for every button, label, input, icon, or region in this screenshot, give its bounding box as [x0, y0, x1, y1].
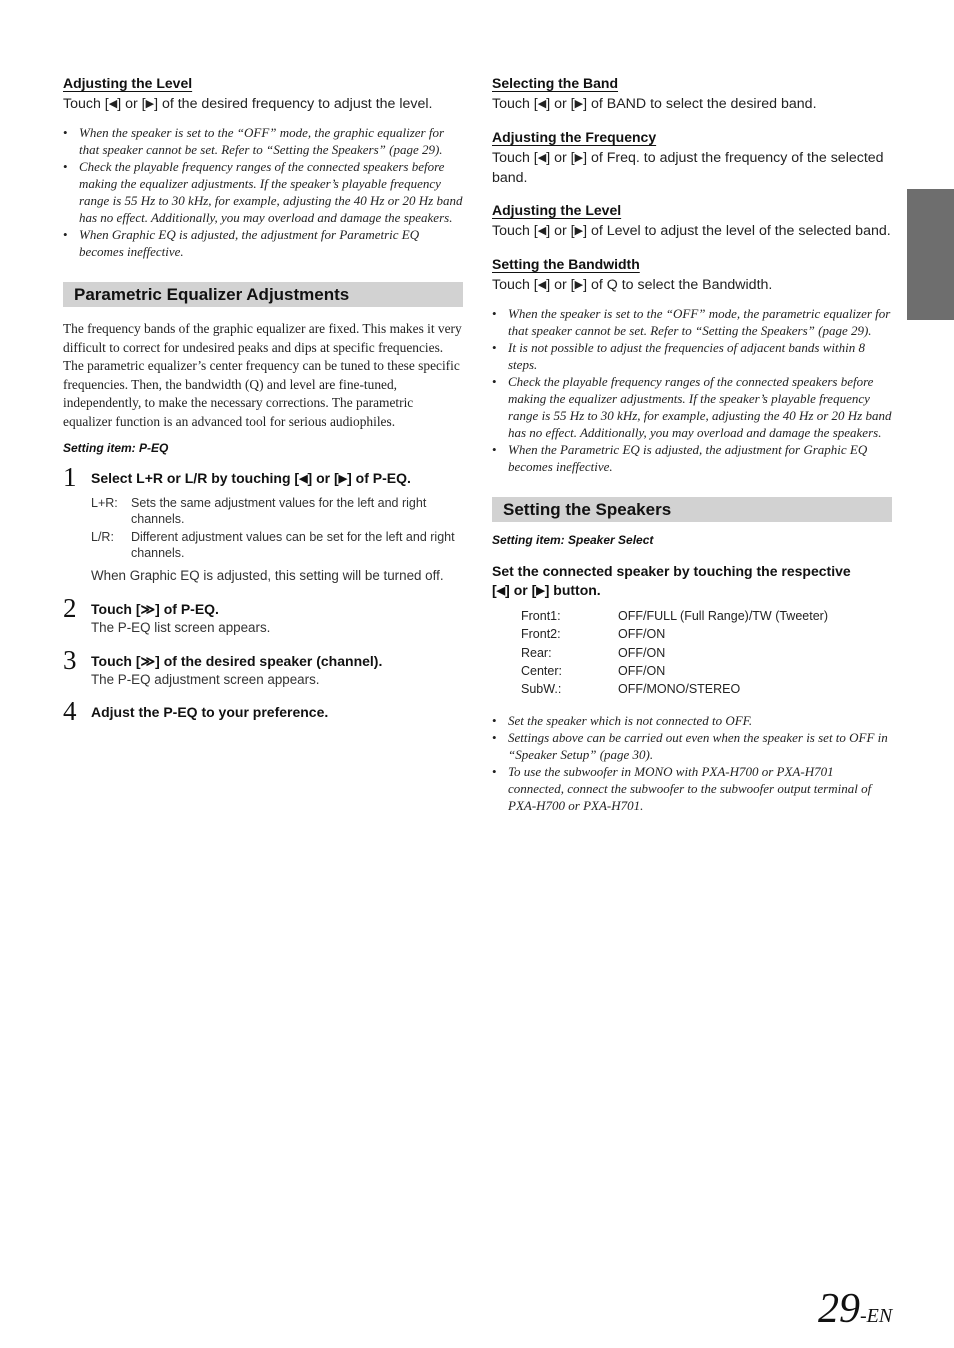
right-arrow-icon: ▶ [574, 98, 584, 110]
parametric-eq-intro: The frequency bands of the graphic equalizer are fixed. This makes it very difficult to correct for undesired peaks and dips at specific frequencies. The parametric equalizer’s center frequency can be tuned to these specific frequencies. Then, the bandwidth (Q) and level are fine-tuned, independently, to make the necessary corrections. The parametric equalizer function is an advanced tool for serious audiophiles. [63, 321, 462, 429]
note-item: • To use the subwoofer in MONO with PXA-H700 or PXA-H701 connected, connect the subwoofer to the subwoofer output terminal of PXA-H700 or PXA-H701. [492, 763, 892, 814]
right-arrow-icon: ▶ [574, 279, 584, 291]
section-title-parametric-eq: Parametric Equalizer Adjustments [63, 282, 463, 307]
adjust-level-text-right: Touch [◀] or [▶] of Level to adjust the level of the selected band. [492, 223, 891, 239]
bandwidth-heading: Setting the Bandwidth [492, 256, 640, 272]
note-item: • When the speaker is set to the “OFF” mode, the graphic equalizer for that speaker cannot be set. Refer to “Setting the Speakers” (page 29). [63, 124, 463, 158]
left-arrow-icon: ◀ [537, 152, 547, 164]
step-4 [63, 695, 463, 726]
option-row [91, 529, 463, 561]
option-value: Sets the same adjustment values for the left and right channels. [131, 495, 427, 526]
speaker-key: Front1: [521, 609, 561, 623]
note-item: • Settings above can be carried out even when the speaker is set to OFF in “Speaker Setup” (page 30). [492, 729, 892, 763]
speaker-key: Center: [521, 663, 562, 678]
speaker-row [521, 607, 892, 625]
setting-item-label: Setting item: Speaker Select [492, 533, 654, 547]
select-band-text: Touch [◀] or [▶] of BAND to select the desired band. [492, 96, 817, 112]
step-text: The P-EQ list screen appears. [91, 619, 271, 635]
speaker-value: OFF/FULL (Full Range)/TW (Tweeter) [618, 609, 828, 623]
step-title: Adjust the P-EQ to your preference. [91, 703, 329, 720]
page-number-suffix: -EN [860, 1305, 893, 1327]
speaker-notes [492, 712, 892, 814]
left-column [63, 75, 463, 726]
adjust-level-heading-right: Adjusting the Level [492, 202, 622, 218]
option-key: L/R: [91, 529, 114, 544]
step-number: 2 [63, 592, 77, 623]
next-arrow-icon: ≫ [140, 652, 156, 669]
speaker-row [521, 644, 892, 662]
speaker-key: SubW.: [521, 682, 562, 697]
left-arrow-icon: ◀ [537, 279, 547, 291]
speaker-instruction: Set the connected speaker by touching the respective [◀] or [▶] button. [492, 562, 892, 602]
next-arrow-icon: ≫ [140, 600, 156, 617]
graphic-eq-notes [63, 124, 463, 260]
step-3 [63, 644, 463, 689]
parametric-eq-notes [492, 305, 892, 475]
option-row [91, 495, 463, 527]
left-arrow-icon: ◀ [496, 585, 506, 597]
right-column [492, 75, 892, 814]
left-arrow-icon: ◀ [537, 225, 547, 237]
speaker-key: Rear: [521, 645, 552, 660]
right-arrow-icon: ▶ [536, 585, 545, 597]
note-item: • Check the playable frequency ranges of the connected speakers before making the equalizer adjustments. If the speaker’s playable frequency range is 55 Hz to 30 kHz, for example, adjusting the 40 Hz or 20 Hz band has no effect. Additionally, you may overload and damage the speakers. [492, 373, 892, 441]
option-key: L+R: [91, 495, 118, 510]
adjust-frequency-heading: Adjusting the Frequency [492, 129, 657, 145]
speaker-value: OFF/MONO/STEREO [618, 682, 741, 697]
setting-item-label: Setting item: P-EQ [63, 440, 169, 455]
chapter-side-tab [907, 189, 954, 320]
note-item: • When the speaker is set to the “OFF” mode, the parametric equalizer for that speaker cannot be set. Refer to “Setting the Speakers” (page 29). [492, 305, 892, 339]
adjust-frequency-text: Touch [◀] or [▶] of Freq. to adjust the frequency of the selected band. [492, 150, 884, 186]
speaker-options-table [521, 607, 892, 698]
speaker-value: OFF/ON [618, 645, 666, 660]
step-title: Select L+R or L/R by touching [◀] or [▶] of P-EQ. [91, 469, 463, 490]
left-arrow-icon: ◀ [537, 98, 547, 110]
left-arrow-icon: ◀ [108, 98, 118, 110]
speaker-key: Front2: [521, 627, 561, 642]
step-2 [63, 592, 463, 637]
right-arrow-icon: ▶ [145, 98, 155, 110]
speaker-row [521, 625, 892, 643]
step-note: When Graphic EQ is adjusted, this setting will be turned off. [91, 567, 444, 583]
speaker-row [521, 680, 892, 698]
adjust-level-text: Touch [◀] or [▶] of the desired frequency to adjust the level. [63, 96, 433, 112]
option-value: Different adjustment values can be set for the left and right channels. [131, 529, 455, 560]
speaker-row [521, 662, 892, 680]
step-1 [63, 461, 463, 585]
step-text: The P-EQ adjustment screen appears. [91, 671, 320, 687]
right-arrow-icon: ▶ [338, 472, 348, 485]
select-band-heading: Selecting the Band [492, 75, 619, 91]
step-number: 4 [63, 695, 77, 726]
step-number: 3 [63, 644, 77, 675]
adjust-level-heading: Adjusting the Level [63, 75, 193, 91]
note-item: • When Graphic EQ is adjusted, the adjustment for Parametric EQ becomes ineffective. [63, 226, 463, 260]
step-title: Touch [≫] of P-EQ. [91, 600, 219, 617]
right-arrow-icon: ▶ [574, 225, 584, 237]
speaker-value: OFF/ON [618, 627, 666, 642]
left-arrow-icon: ◀ [299, 472, 308, 485]
bandwidth-text: Touch [◀] or [▶] of Q to select the Bandwidth. [492, 277, 773, 293]
note-item: • It is not possible to adjust the frequencies of adjacent bands within 8 steps. [492, 339, 892, 373]
step-number: 1 [63, 461, 77, 492]
page-number [818, 1285, 892, 1333]
page-number-value: 29 [818, 1286, 860, 1332]
channel-options [91, 495, 463, 561]
step-title: Touch [≫] of the desired speaker (channel). [91, 652, 383, 669]
note-item: • Check the playable frequency ranges of the connected speakers before making the equalizer adjustments. If the speaker’s playable frequency range is 55 Hz to 30 kHz, for example, adjusting the 40 Hz or 20 Hz band has no effect. Additionally, you may overload and damage the speakers. [63, 158, 463, 226]
speaker-value: OFF/ON [618, 663, 666, 678]
note-item: • Set the speaker which is not connected to OFF. [492, 712, 892, 729]
right-arrow-icon: ▶ [574, 152, 584, 164]
note-item: • When the Parametric EQ is adjusted, the adjustment for Graphic EQ becomes ineffective. [492, 441, 892, 475]
section-title-setting-speakers: Setting the Speakers [492, 497, 892, 522]
